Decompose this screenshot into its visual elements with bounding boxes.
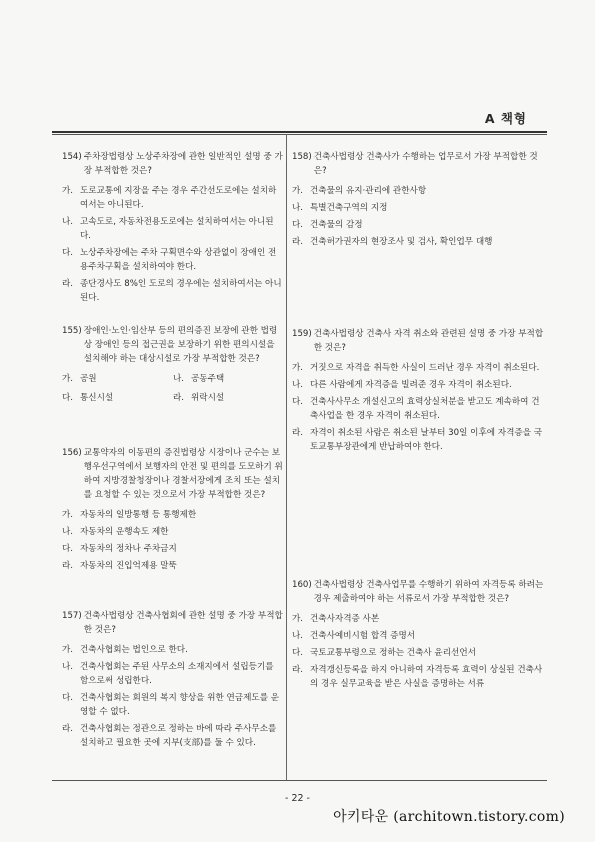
option-ga[interactable]: 가. 건축사자격증 사본 bbox=[292, 614, 380, 624]
question-number: 155) bbox=[62, 326, 82, 336]
option-na[interactable]: 나. 건축사예비시험 합격 증명서 bbox=[292, 631, 416, 641]
option-ga[interactable]: 가. 건축사협회는 법인으로 한다. bbox=[62, 645, 188, 655]
question-158 bbox=[292, 150, 544, 252]
question-155 bbox=[62, 324, 284, 405]
question-157 bbox=[62, 609, 284, 753]
option-na[interactable]: 나. 공동주택 bbox=[173, 374, 225, 384]
option-ra[interactable]: 라. 자격이 취소된 사람은 취소된 날부터 30일 이후에 자격증을 국토교통부장관에게 반납하여야 한다. bbox=[292, 428, 543, 452]
question-text: 건축사법령상 건축사가 수행하는 업무로서 가장 부적합한 것은? bbox=[313, 152, 538, 176]
option-ga[interactable]: 가. 공원 bbox=[62, 374, 97, 384]
question-160 bbox=[292, 578, 544, 694]
footer-rule bbox=[52, 780, 547, 781]
option-ra[interactable]: 라. 자동차의 진입억제용 말뚝 bbox=[62, 561, 177, 571]
question-number: 154) bbox=[62, 152, 82, 162]
option-ga[interactable]: 가. 자동차의 일방통행 등 통행제한 bbox=[62, 510, 197, 520]
source-watermark: 아키타운 (architown.tistory.com) bbox=[333, 809, 565, 825]
question-number: 157) bbox=[62, 611, 82, 621]
option-na[interactable]: 나. 다른 사람에게 자격증을 빌려준 경우 자격이 취소된다. bbox=[292, 380, 512, 390]
option-ra[interactable]: 라. 자격갱신등록을 하지 아니하여 자격등록 효력이 상실된 건축사의 경우 실무교육을 받은 사실을 증명하는 서류 bbox=[292, 665, 543, 689]
question-159 bbox=[292, 327, 544, 457]
question-text: 장애인·노인·임산부 등의 편의증진 보장에 관한 법령상 장애인 등의 접근권을 보장하기 위한 편의시설을 설치해야 하는 대상시설로 가장 부적합한 것은? bbox=[83, 326, 278, 364]
question-text: 주차장법령상 노상주차장에 관한 일반적인 설명 중 가장 부적합한 것은? bbox=[83, 152, 283, 176]
booklet-type-label: A 책형 bbox=[484, 111, 527, 126]
question-156 bbox=[62, 446, 284, 576]
option-ra[interactable]: 라. 종단경사도 8%인 도로의 경우에는 설치하여서는 아니된다. bbox=[62, 279, 282, 303]
header-rule-thin bbox=[52, 134, 547, 135]
option-na[interactable]: 나. 특별건축구역의 지정 bbox=[292, 203, 388, 213]
option-na[interactable]: 나. 고속도로, 자동차전용도로에는 설치하여서는 아니된다. bbox=[62, 217, 274, 241]
option-ra[interactable]: 라. 건축허가권자의 현장조사 및 검사, 확인업무 대행 bbox=[292, 237, 493, 247]
option-da[interactable]: 다. 노상주차장에는 주차 구획면수와 상관없이 장애인 전용주차구획을 설치하여야 한다. bbox=[62, 248, 277, 272]
question-154 bbox=[62, 150, 284, 308]
option-ra[interactable]: 라. 건축사협회는 정관으로 정하는 바에 따라 주사무소를 설치하고 필요한 곳에 지부(支部)를 둘 수 있다. bbox=[62, 724, 277, 748]
question-text: 건축사법령상 건축사 자격 취소와 관련된 설명 중 가장 부적합한 것은? bbox=[313, 329, 544, 353]
question-number: 156) bbox=[62, 448, 82, 458]
option-da[interactable]: 다. 국토교통부령으로 정하는 건축사 윤리선언서 bbox=[292, 648, 476, 658]
question-text: 건축사법령상 건축사업무를 수행하기 위하여 자격등록 하려는 경우 제출하여야 하는 서류로서 가장 부적합한 것은? bbox=[313, 580, 544, 604]
question-text: 건축사법령상 건축사협회에 관한 설명 중 가장 부적합한 것은? bbox=[83, 611, 283, 635]
option-da[interactable]: 다. 통신시설 bbox=[62, 393, 114, 403]
option-ga[interactable]: 가. 도로교통에 지장을 주는 경우 주간선도로에는 설치하여서는 아니된다. bbox=[62, 186, 277, 210]
option-da[interactable]: 다. 건축물의 감정 bbox=[292, 220, 363, 230]
question-number: 158) bbox=[292, 152, 312, 162]
page-number: - 22 - bbox=[285, 793, 310, 804]
option-da[interactable]: 다. 자동차의 정차나 주차금지 bbox=[62, 544, 177, 554]
question-text: 교통약자의 이동편의 증진법령상 시장이나 군수는 보행우선구역에서 보행자의 안전 및 편의를 도모하기 위하여 지방경찰청장이나 경찰서장에게 조치 또는 설치를 요청할 수 있는 것으로서 가장 부적합한 것은? bbox=[83, 448, 283, 500]
option-na[interactable]: 나. 건축사협회는 주된 사무소의 소재지에서 설립등기를 함으로써 성립한다. bbox=[62, 662, 274, 686]
header-rule bbox=[52, 131, 547, 133]
option-ga[interactable]: 가. 건축물의 유지·관리에 관한사항 bbox=[292, 186, 427, 196]
option-da[interactable]: 다. 건축사협회는 회원의 복지 향상을 위한 연금제도를 운영할 수 없다. bbox=[62, 693, 280, 717]
option-na[interactable]: 나. 자동차의 운행속도 제한 bbox=[62, 527, 169, 537]
option-ra[interactable]: 라. 위락시설 bbox=[173, 393, 225, 403]
column-divider bbox=[286, 134, 287, 780]
option-ga[interactable]: 가. 거짓으로 자격을 취득한 사실이 드러난 경우 자격이 취소된다. bbox=[292, 363, 540, 373]
question-number: 160) bbox=[292, 580, 312, 590]
option-da[interactable]: 다. 건축사사무소 개설신고의 효력상실처분을 받고도 계속하여 건축사업을 한 경우 자격이 취소된다. bbox=[292, 397, 540, 421]
question-number: 159) bbox=[292, 329, 312, 339]
